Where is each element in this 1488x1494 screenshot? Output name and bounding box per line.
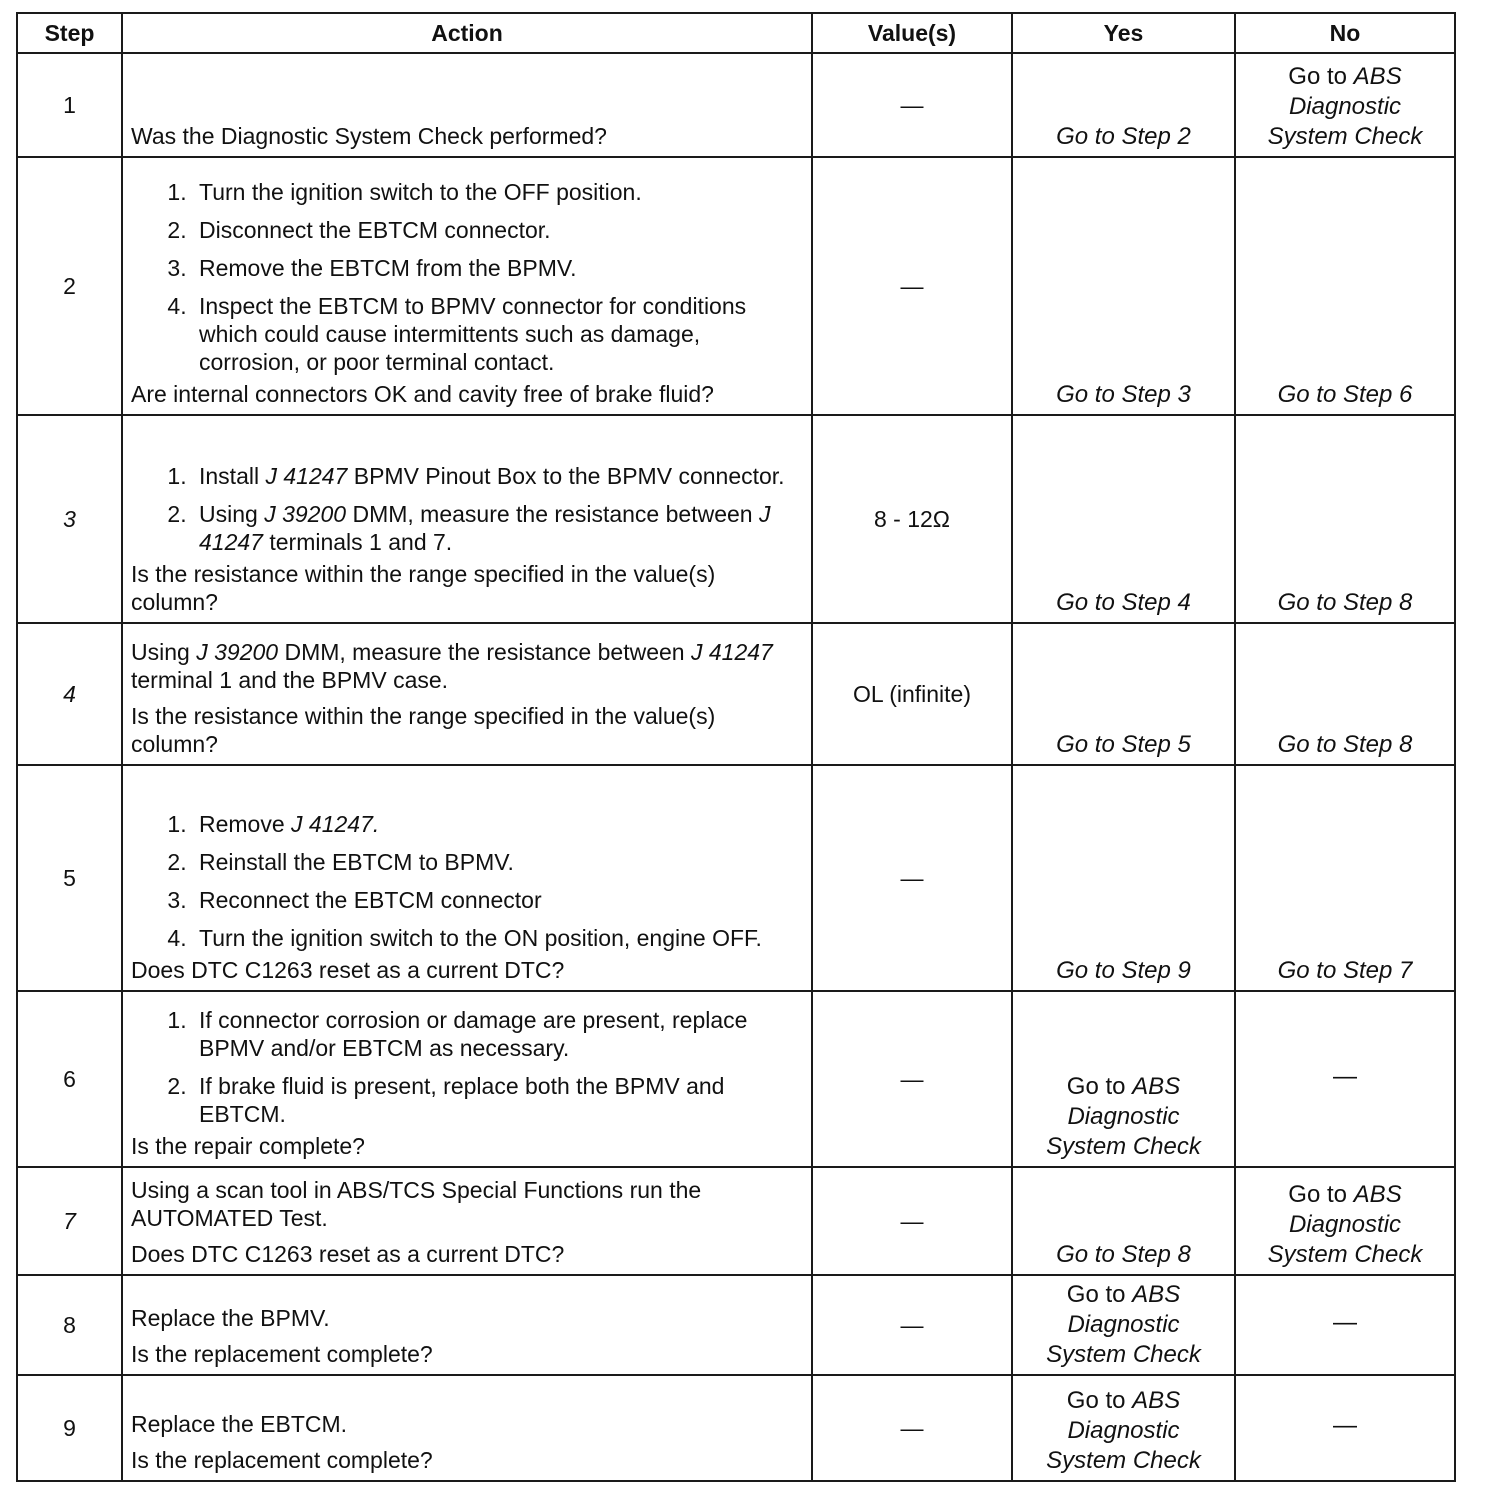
value-text: —: [900, 1065, 924, 1092]
value-text: 8 - 12Ω: [873, 505, 950, 532]
action-question: Is the replacement complete?: [131, 1341, 433, 1367]
yes-link-line3: System Check: [1046, 1447, 1201, 1474]
yes-link-prefix: Go to: [1066, 1281, 1133, 1308]
no-cell: [1235, 623, 1455, 765]
value-cell: [812, 53, 1012, 157]
header-action: Action: [122, 13, 812, 53]
action-paragraph: Using a scan tool in ABS/TCS Special Functions run the AUTOMATED Test.: [131, 1177, 702, 1231]
action-paragraph: Replace the EBTCM.: [131, 1411, 348, 1437]
no-link-abs: ABS: [1353, 1181, 1402, 1208]
yes-link-line2: Diagnostic: [1067, 1417, 1180, 1444]
list-item: 4. Turn the ignition switch to the ON position, engine OFF.: [193, 924, 805, 952]
step-number: 4: [17, 623, 122, 765]
action-cell: [122, 1167, 812, 1275]
table-row: [17, 623, 1455, 765]
list-item: 1. If connector corrosion or damage are present, replace BPMV and/or EBTCM as necessary.: [193, 1006, 805, 1062]
yes-link: Go to Step 9: [1056, 957, 1191, 984]
no-link-prefix: Go to: [1288, 1181, 1354, 1208]
action-question: Does DTC C1263 reset as a current DTC?: [131, 957, 565, 983]
action-paragraph: Replace the BPMV.: [131, 1305, 330, 1331]
yes-link-line2: Diagnostic: [1067, 1103, 1180, 1130]
table-row: [17, 157, 1455, 415]
value-text: —: [900, 1207, 924, 1234]
yes-cell: [1012, 1275, 1235, 1375]
no-link: Go to Step 7: [1277, 957, 1413, 984]
action-cell: [122, 415, 812, 623]
header-no: No: [1235, 13, 1455, 53]
table-row: [17, 53, 1455, 157]
action-list: [131, 462, 805, 556]
list-item: 2. Reinstall the EBTCM to BPMV.: [193, 848, 805, 876]
no-link-line3: System Check: [1267, 123, 1423, 150]
step-number: 5: [17, 765, 122, 991]
value-cell: [812, 765, 1012, 991]
no-text: —: [1333, 1412, 1357, 1439]
list-item: 2. Using J 39200 DMM, measure the resistance between J 41247 terminals 1 and 7.: [193, 500, 805, 556]
value-cell: [812, 1375, 1012, 1481]
no-cell: [1235, 1275, 1455, 1375]
yes-link: Go to Step 5: [1056, 731, 1191, 758]
list-item: 2. If brake fluid is present, replace both the BPMV and EBTCM.: [193, 1072, 805, 1128]
header-yes: Yes: [1012, 13, 1235, 53]
yes-link-prefix: Go to: [1066, 1073, 1133, 1100]
yes-link: Go to Step 2: [1056, 123, 1191, 150]
list-item: 4. Inspect the EBTCM to BPMV connector for conditions which could cause intermittents such as damage, corrosion, or poor terminal contact.: [193, 292, 805, 376]
diagnostic-table-sheet: [16, 12, 1454, 1480]
action-cell: [122, 623, 812, 765]
no-link-line2: Diagnostic: [1288, 93, 1402, 120]
table-row: [17, 415, 1455, 623]
value-cell: [812, 991, 1012, 1167]
action-cell: [122, 53, 812, 157]
value-text: —: [900, 864, 924, 891]
table-row: [17, 765, 1455, 991]
yes-link-line3: System Check: [1046, 1341, 1201, 1368]
no-link-line2: Diagnostic: [1288, 1211, 1402, 1238]
action-question: Are internal connectors OK and cavity free of brake fluid?: [131, 381, 714, 407]
value-cell: [812, 415, 1012, 623]
step-number: 6: [17, 991, 122, 1167]
step-number: 8: [17, 1275, 122, 1375]
no-cell: [1235, 415, 1455, 623]
yes-cell: [1012, 623, 1235, 765]
no-link: Go to Step 8: [1277, 589, 1413, 616]
table-row: [17, 991, 1455, 1167]
action-question: Is the repair complete?: [131, 1133, 365, 1159]
no-link: Go to Step 8: [1277, 731, 1413, 758]
no-cell: [1235, 157, 1455, 415]
list-item: 1. Install J 41247 BPMV Pinout Box to the BPMV connector.: [193, 462, 805, 490]
yes-cell: [1012, 157, 1235, 415]
yes-link-abs: ABS: [1132, 1281, 1181, 1308]
table-row: [17, 1275, 1455, 1375]
yes-cell: [1012, 765, 1235, 991]
list-item: 1. Remove J 41247.: [193, 810, 805, 838]
action-question: Does DTC C1263 reset as a current DTC?: [131, 1241, 565, 1267]
table-row: [17, 1375, 1455, 1481]
yes-link: Go to Step 8: [1056, 1241, 1191, 1268]
action-paragraph: Using J 39200 DMM, measure the resistance between J 41247 terminal 1 and the BPMV case.: [131, 639, 773, 693]
yes-cell: [1012, 991, 1235, 1167]
header-values: Value(s): [812, 13, 1012, 53]
step-number: 9: [17, 1375, 122, 1481]
action-cell: [122, 1275, 812, 1375]
no-cell: [1235, 1375, 1455, 1481]
no-cell: [1235, 1167, 1455, 1275]
action-list: [131, 1006, 805, 1128]
no-link-abs: ABS: [1353, 63, 1402, 90]
value-text: OL (infinite): [852, 680, 972, 707]
action-cell: [122, 157, 812, 415]
action-list: [131, 810, 805, 952]
no-cell: [1235, 765, 1455, 991]
no-link: Go to Step 6: [1277, 381, 1413, 408]
value-text: —: [900, 1414, 924, 1441]
yes-cell: [1012, 415, 1235, 623]
no-cell: [1235, 991, 1455, 1167]
yes-cell: [1012, 1375, 1235, 1481]
list-item: 1. Turn the ignition switch to the OFF position.: [193, 178, 805, 206]
action-question: Was the Diagnostic System Check performed?: [131, 123, 607, 149]
yes-link: Go to Step 3: [1056, 381, 1191, 408]
header-row: [17, 13, 1455, 53]
value-text: —: [900, 1311, 924, 1338]
yes-link-line3: System Check: [1046, 1133, 1201, 1160]
action-cell: [122, 765, 812, 991]
no-link-line3: System Check: [1267, 1241, 1423, 1268]
yes-link-abs: ABS: [1132, 1387, 1181, 1414]
yes-link: Go to Step 4: [1056, 589, 1191, 616]
action-cell: [122, 1375, 812, 1481]
no-text: —: [1333, 1309, 1357, 1336]
action-question: Is the replacement complete?: [131, 1447, 433, 1473]
table-row: [17, 1167, 1455, 1275]
diagnostic-table: [16, 12, 1456, 1482]
step-number: 7: [17, 1167, 122, 1275]
yes-link-line2: Diagnostic: [1067, 1311, 1180, 1338]
value-cell: [812, 623, 1012, 765]
yes-cell: [1012, 1167, 1235, 1275]
yes-link-prefix: Go to: [1066, 1387, 1133, 1414]
list-item: 3. Reconnect the EBTCM connector: [193, 886, 805, 914]
yes-link-abs: ABS: [1132, 1073, 1181, 1100]
action-question: Is the resistance within the range specified in the value(s) column?: [131, 703, 716, 757]
action-question: Is the resistance within the range specified in the value(s) column?: [131, 561, 716, 615]
value-text: —: [900, 91, 924, 118]
value-cell: [812, 1167, 1012, 1275]
list-item: 3. Remove the EBTCM from the BPMV.: [193, 254, 805, 282]
no-text: —: [1333, 1063, 1357, 1090]
action-cell: [122, 991, 812, 1167]
no-link-prefix: Go to: [1288, 63, 1354, 90]
step-number: 2: [17, 157, 122, 415]
value-text: —: [900, 272, 924, 299]
list-item: 2. Disconnect the EBTCM connector.: [193, 216, 805, 244]
value-cell: [812, 1275, 1012, 1375]
header-step: Step: [17, 13, 122, 53]
step-number: 1: [17, 53, 122, 157]
no-cell: [1235, 53, 1455, 157]
yes-cell: [1012, 53, 1235, 157]
value-cell: [812, 157, 1012, 415]
action-list: [131, 178, 805, 376]
step-number: 3: [17, 415, 122, 623]
